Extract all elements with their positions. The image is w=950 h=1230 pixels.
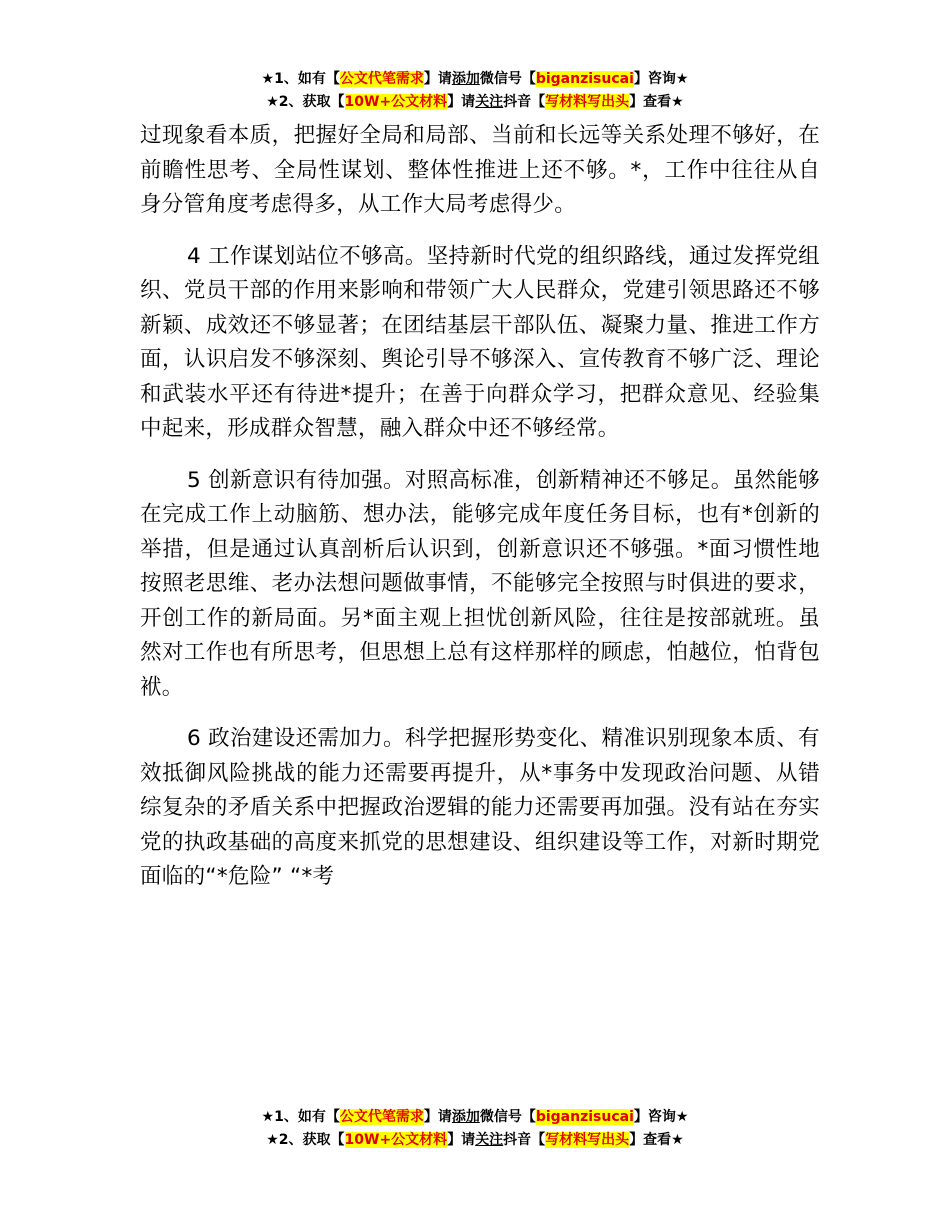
underlined-follow: 关注: [475, 94, 504, 110]
underlined-add: 添加: [451, 71, 480, 87]
highlight-wechat-id: biganzisucai: [535, 71, 634, 87]
highlight-service: 公文代笔需求: [339, 1109, 424, 1125]
banner-line-2: ★2、获取【10W+公文材料】请关注抖音【写材料写出头】查看★: [266, 1132, 684, 1148]
banner-line-1: ★1、如有【公文代笔需求】请添加微信号【biganzisucai】咨询★: [261, 1109, 689, 1125]
header-banner: [0, 68, 950, 114]
footer-banner: [0, 1106, 950, 1152]
highlight-douyin-name: 写材料写出头: [545, 94, 630, 110]
document-body: [140, 119, 820, 895]
highlight-service: 公文代笔需求: [339, 71, 424, 87]
highlight-wechat-id: biganzisucai: [535, 1109, 634, 1125]
highlight-materials: 10W+公文材料: [344, 1132, 448, 1148]
paragraph-continuation: 过现象看本质，把握好全局和局部、当前和长远等关系处理不够好，在前瞻性思考、全局性谋划、整体性推进上还不够。*，工作中往往从自身分管角度考虑得多，从工作大局考虑得少。: [140, 123, 820, 217]
paragraph-4: 4 工作谋划站位不够高。坚持新时代党的组织路线，通过发挥党组织、党员干部的作用来影响和带领广大人民群众，党建引领思路还不够新颖、成效还不够显著；在团结基层干部队伍、凝聚力量、推进工作方面，认识启发不够深刻、舆论引导不够深入、宣传教育不够广泛、理论和武装水平还有待进*提升；在善于向群众学习，把群众意见、经验集中起来，形成群众智慧，融入群众中还不够经常。: [140, 243, 820, 441]
banner-line-1: ★1、如有【公文代笔需求】请添加微信号【biganzisucai】咨询★: [261, 71, 689, 87]
banner-line-2: ★2、获取【10W+公文材料】请关注抖音【写材料写出头】查看★: [266, 94, 684, 110]
underlined-add: 添加: [451, 1109, 480, 1125]
highlight-materials: 10W+公文材料: [344, 94, 448, 110]
underlined-follow: 关注: [475, 1132, 504, 1148]
paragraph-6: 6 政治建设还需加力。科学把握形势变化、精准识别现象本质、有效抵御风险挑战的能力还需要再提升，从*事务中发现政治问题、从错综复杂的矛盾关系中把握政治逻辑的能力还需要再加强。没有站在夯实党的执政基础的高度来抓党的思想建设、组织建设等工作，对新时期党面临的“*危险” “*考: [140, 726, 820, 889]
paragraph-5: 5 创新意识有待加强。对照高标准，创新精神还不够足。虽然能够在完成工作上动脑筋、想办法，能够完成年度任务目标，也有*创新的举措，但是通过认真剖析后认识到，创新意识还不够强。*面习惯性地按照老思维、老办法想问题做事情，不能够完全按照与时俱进的要求，开创工作的新局面。另*面主观上担忧创新风险，往往是按部就班。虽然对工作也有所思考，但思想上总有这样那样的顾虑，怕越位，怕背包袱。: [140, 467, 820, 700]
highlight-douyin-name: 写材料写出头: [545, 1132, 630, 1148]
